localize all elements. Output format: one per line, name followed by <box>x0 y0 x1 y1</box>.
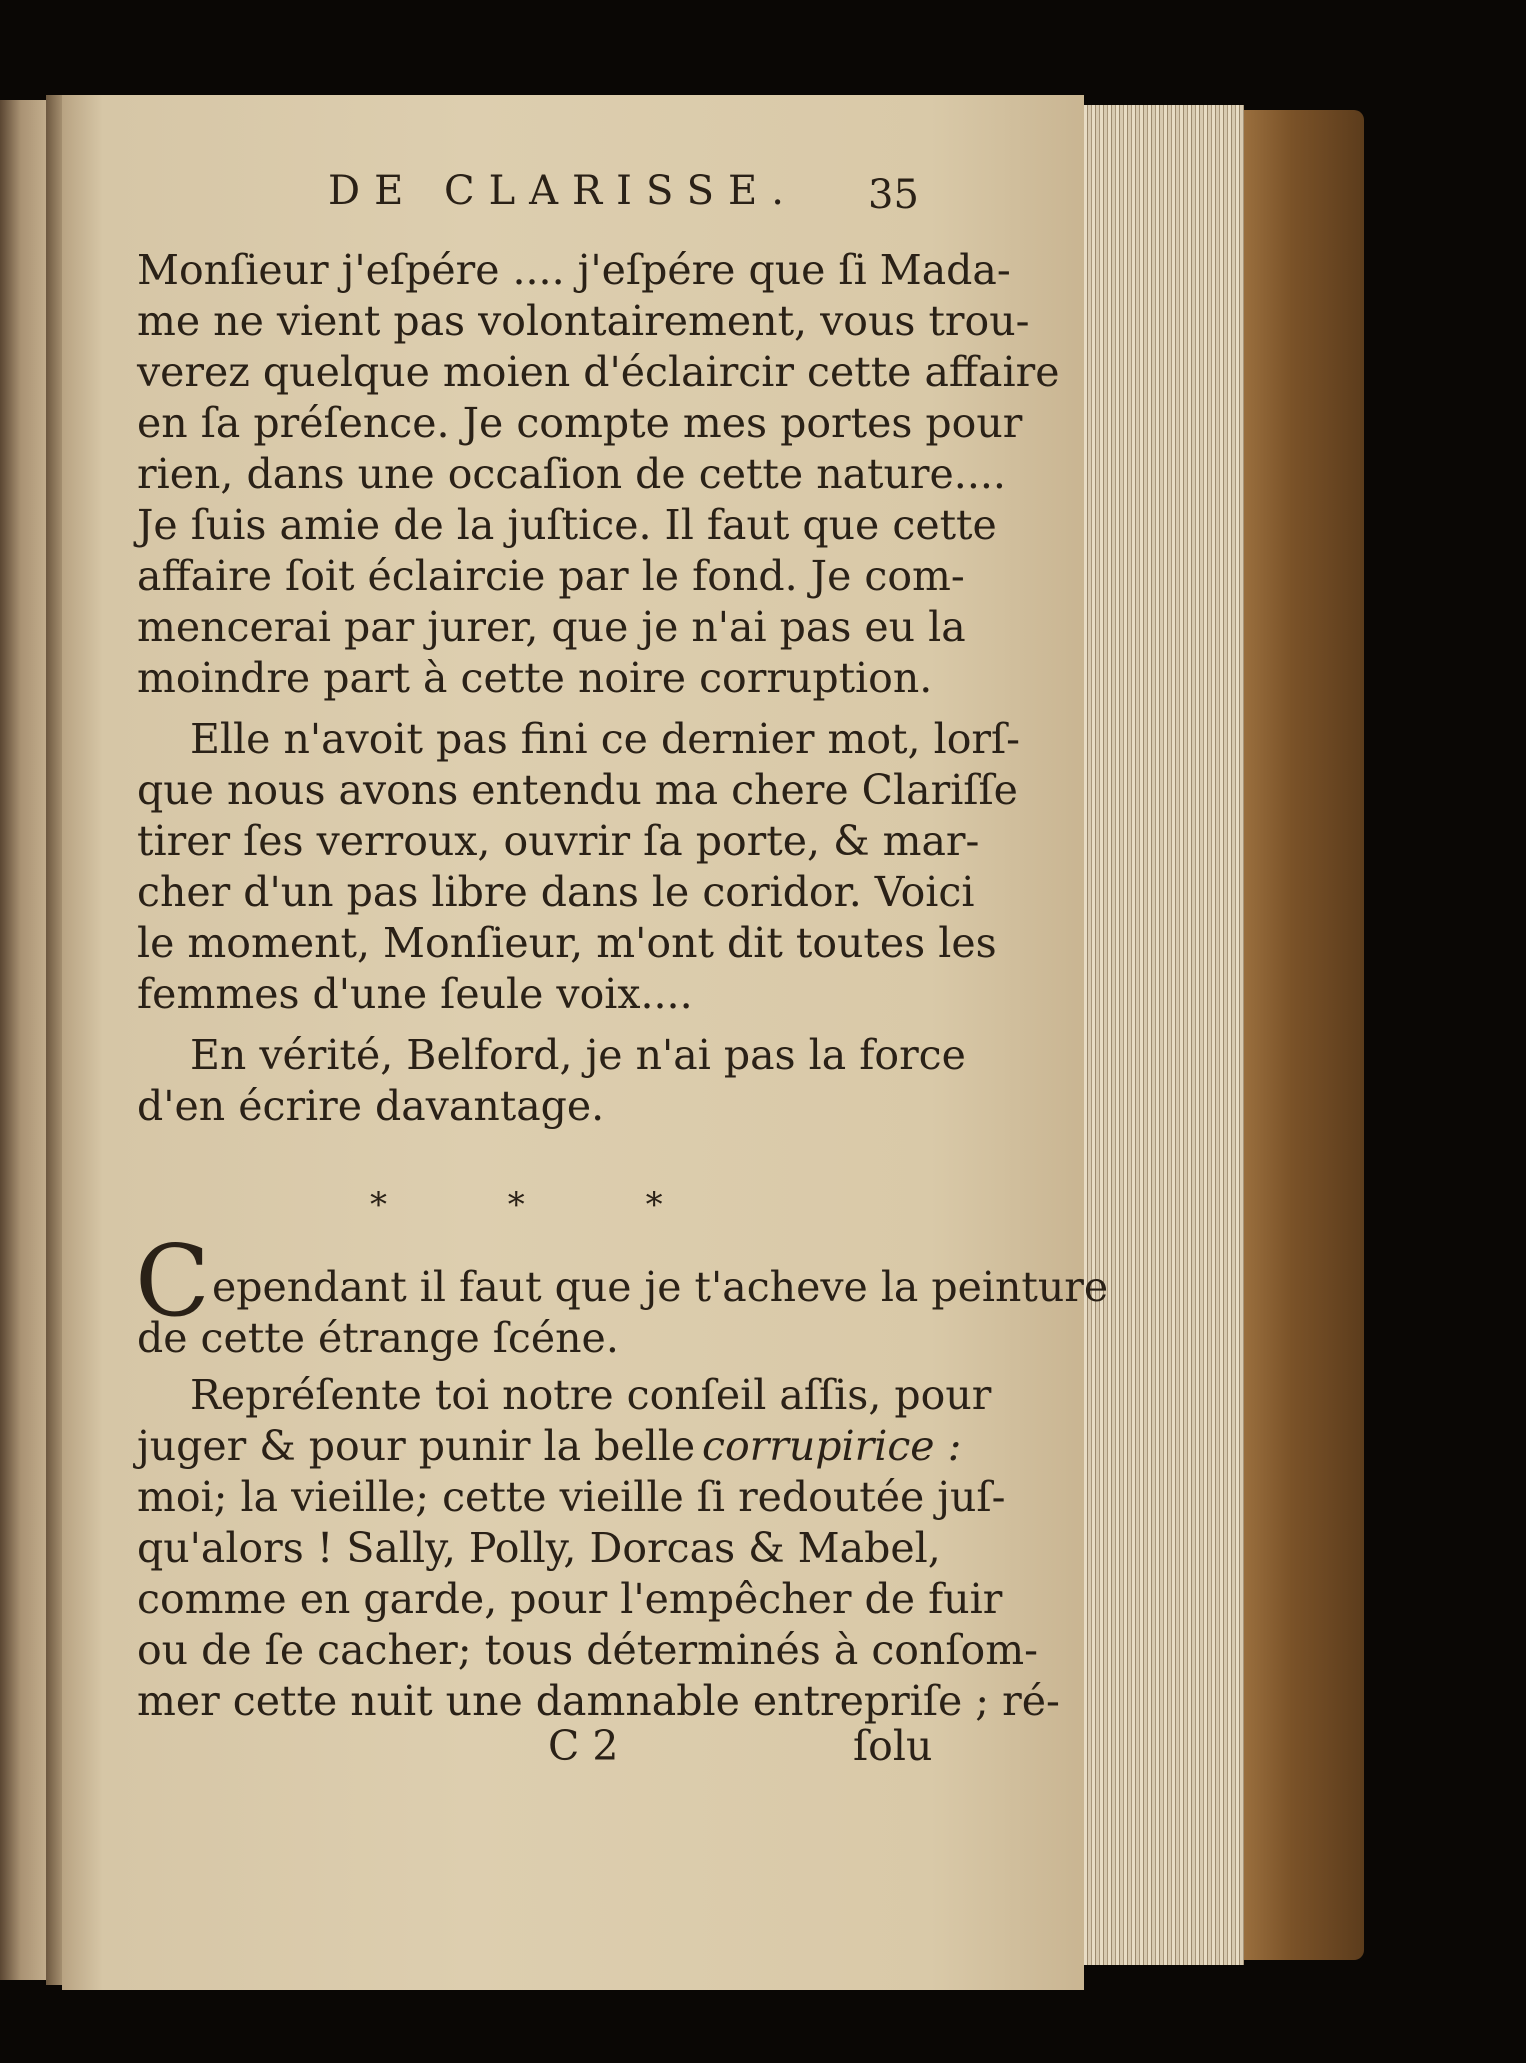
text-line: Monſieur j'eſpére .... j'eſpére que ſi Mada- <box>137 246 1011 294</box>
text-line: En vérité, Belford, je n'ai pas la force <box>190 1031 966 1079</box>
text-line: juger & pour punir la belle <box>137 1422 696 1470</box>
text-line: Elle n'avoit pas fini ce dernier mot, lorſ- <box>190 715 1021 763</box>
text-line: moindre part à cette noire corruption. <box>137 654 933 702</box>
text-line: tirer ſes verroux, ouvrir ſa porte, & mar- <box>137 817 980 865</box>
text-line: verez quelque moien d'éclaircir cette affaire <box>137 348 1060 396</box>
text-line: Repréſente toi notre conſeil aſſis, pour <box>190 1371 992 1419</box>
text-line: ou de ſe cacher; tous déterminés à conſom- <box>137 1626 1038 1674</box>
text-line: mer cette nuit une damnable entrepriſe ; ré- <box>137 1677 1060 1725</box>
text-line: cher d'un pas libre dans le coridor. Voici <box>137 868 975 916</box>
text-line: moi; la vieille; cette vieille ſi redoutée juſ- <box>137 1473 1006 1521</box>
catchword: ſolu <box>853 1722 933 1770</box>
text-line: me ne vient pas volontairement, vous trou- <box>137 297 1030 345</box>
text-line: ependant il faut que je t'acheve la peinture <box>212 1263 1109 1311</box>
section-separator: * * * <box>370 1185 663 1225</box>
text-line: d'en écrire davantage. <box>137 1082 605 1130</box>
text-line: rien, dans une occaſion de cette nature.... <box>137 450 1006 498</box>
text-line: le moment, Monſieur, m'ont dit toutes les <box>137 919 997 967</box>
text-line: Je ſuis amie de la juſtice. Il faut que cette <box>137 501 997 549</box>
running-title: DE CLARISSE. <box>328 168 798 214</box>
text-line: qu'alors ! Sally, Polly, Dorcas & Mabel, <box>137 1524 941 1572</box>
text-line: de cette étrange ſcéne. <box>137 1314 619 1362</box>
text-line: en ſa préſence. Je compte mes portes pour <box>137 399 1023 447</box>
drop-cap: C <box>135 1225 210 1339</box>
signature-mark: C 2 <box>548 1722 619 1770</box>
page-number: 35 <box>868 172 919 218</box>
text-line: mencerai par jurer, que je n'ai pas eu la <box>137 603 966 651</box>
text-line: que nous avons entendu ma chere Clariſſe <box>137 766 1018 814</box>
italic-word: corrupirice : <box>702 1422 962 1470</box>
text-line: comme en garde, pour l'empêcher de fuir <box>137 1575 1003 1623</box>
text-line: femmes d'une ſeule voix.... <box>137 970 693 1018</box>
text-line: affaire ſoit éclaircie par le fond. Je com- <box>137 552 965 600</box>
